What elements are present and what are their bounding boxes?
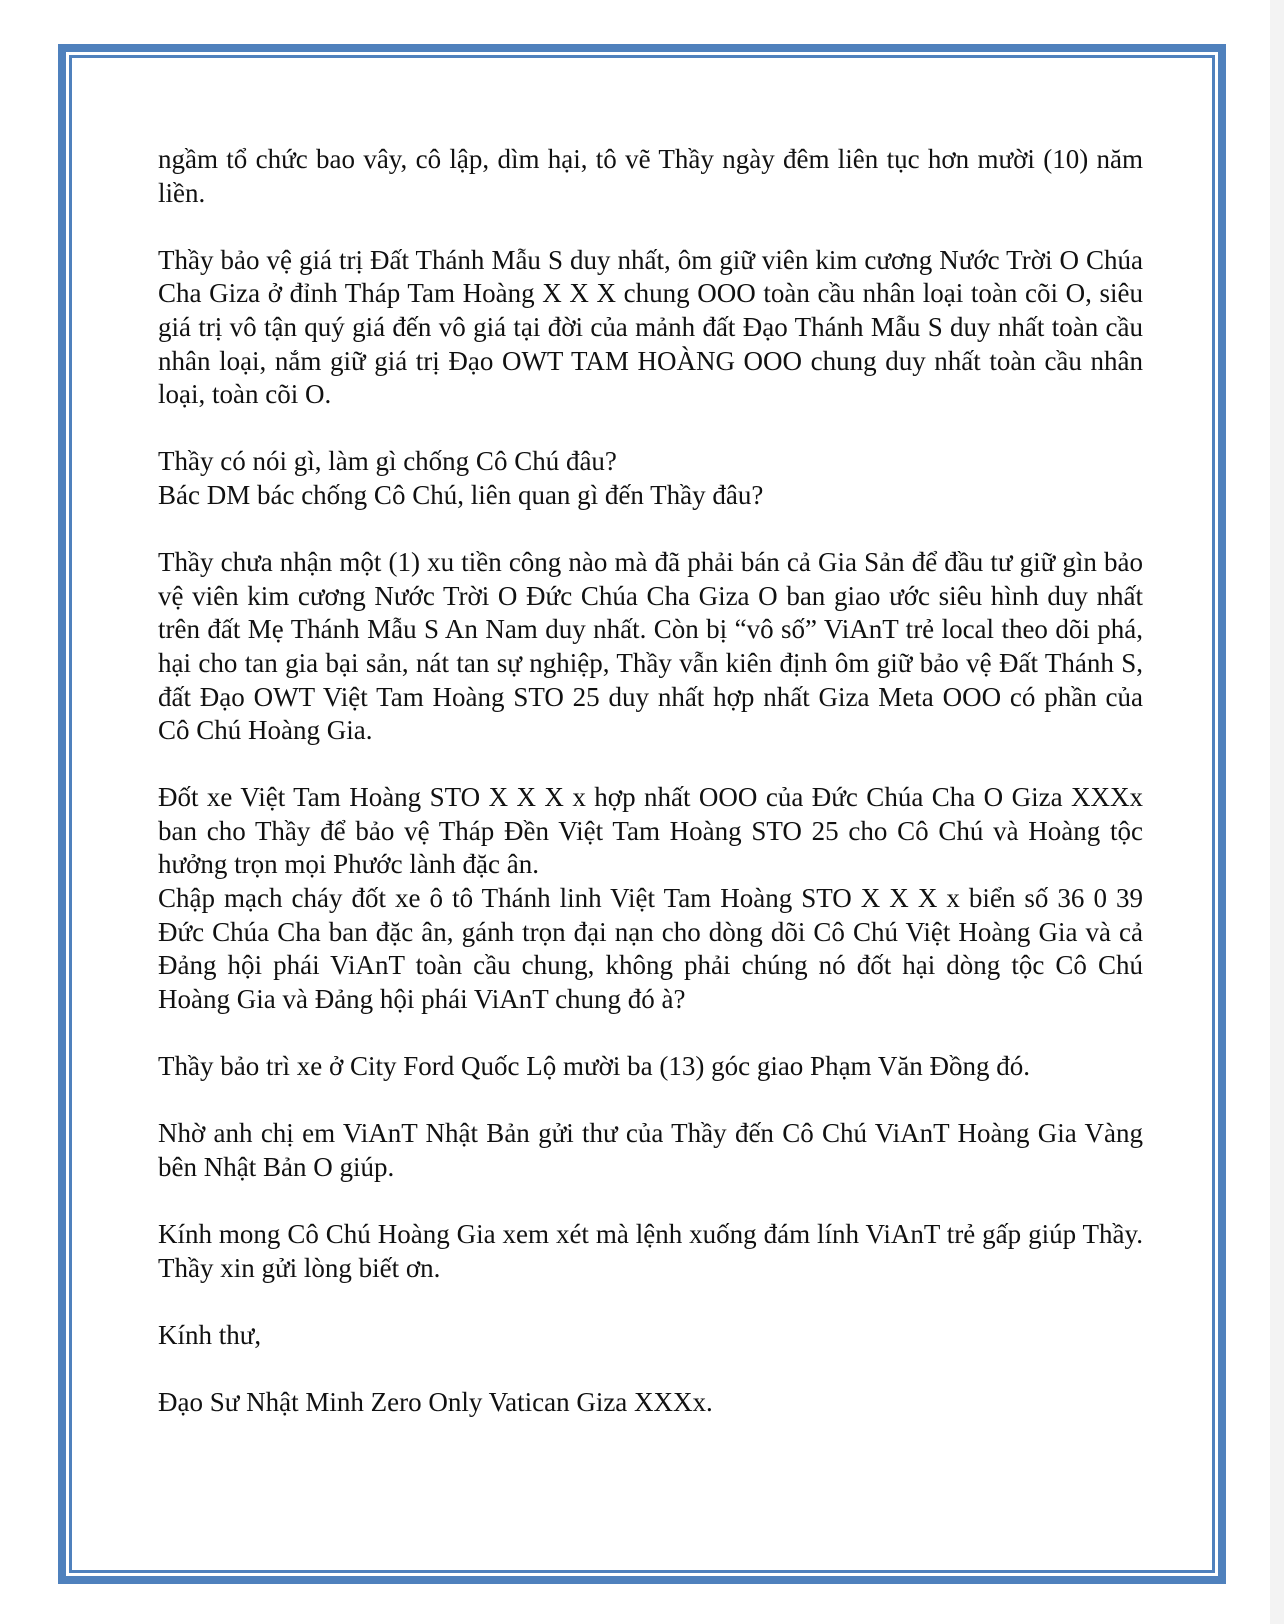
paragraph-3-line-1: Thầy có nói gì, làm gì chống Cô Chú đâu? xyxy=(158,446,617,477)
paragraph-6: Thầy bảo trì xe ở City Ford Quốc Lộ mười ba (13) góc giao Phạm Văn Đồng đó. xyxy=(158,1051,1031,1082)
signature: Đạo Sư Nhật Minh Zero Only Vatican Giza XXXx. xyxy=(158,1386,713,1417)
paragraph-5-part-2: Chập mạch cháy đốt xe ô tô Thánh linh Việt Tam Hoàng STO X X X x biển số 36 0 39 Đức Chúa Cha ban đặc ân, gánh trọn đại nạn cho dòng dõi Cô Chú Việt Hoàng Gia và cả Đảng hội phái ViAnT toàn cầu chung, không phải chúng nó đốt hại dòng tộc Cô Chú Hoàng Gia và Đảng hội phái ViAnT chung đó à? xyxy=(158,883,1143,1014)
paragraph-4: Thầy chưa nhận một (1) xu tiền công nào mà đã phải bán cả Gia Sản để đầu tư giữ gìn bảo vệ viên kim cương Nước Trời O Đức Chúa Cha Giza O ban giao ước siêu hình duy nhất trên đất Mẹ Thánh Mẫu S An Nam duy nhất. Còn bị “vô số” ViAnT trẻ local theo dõi phá, hại cho tan gia bại sản, nát tan sự nghiệp, Thầy vẫn kiên định ôm giữ bảo vệ Đất Thánh S, đất Đạo OWT Việt Tam Hoàng STO 25 duy nhất hợp nhất Giza Meta OOO có phần của Cô Chú Hoàng Gia. xyxy=(158,547,1143,746)
paragraph-7: Nhờ anh chị em ViAnT Nhật Bản gửi thư của Thầy đến Cô Chú ViAnT Hoàng Gia Vàng bên Nhật Bản O giúp. xyxy=(158,1118,1143,1182)
paragraph-5 xyxy=(158,781,1143,1016)
paragraph-3 xyxy=(158,445,1143,512)
page-margin-strip xyxy=(1270,0,1284,1624)
paragraph-5-part-1: Đốt xe Việt Tam Hoàng STO X X X x hợp nhất OOO của Đức Chúa Cha O Giza XXXx ban cho Thầy để bảo vệ Tháp Đền Việt Tam Hoàng STO 25 cho Cô Chú và Hoàng tộc hưởng trọn mọi Phước lành đặc ân. xyxy=(158,782,1143,880)
paragraph-8: Kính mong Cô Chú Hoàng Gia xem xét mà lệnh xuống đám lính ViAnT trẻ gấp giúp Thầy. Thầy xin gửi lòng biết ơn. xyxy=(158,1219,1143,1283)
paragraph-2: Thầy bảo vệ giá trị Đất Thánh Mẫu S duy nhất, ôm giữ viên kim cương Nước Trời O Chúa Cha Giza ở đỉnh Tháp Tam Hoàng X X X chung OOO toàn cầu nhân loại toàn cõi O, siêu giá trị vô tận quý giá đến vô giá tại đời của mảnh đất Đạo Thánh Mẫu S duy nhất toàn cầu nhân loại, nắm giữ giá trị Đạo OWT TAM HOÀNG OOO chung duy nhất toàn cầu nhân loại, toàn cõi O. xyxy=(158,244,1143,410)
closing-salutation: Kính thư, xyxy=(158,1319,262,1350)
letter-body xyxy=(158,143,1143,1453)
paragraph-1: ngầm tổ chức bao vây, cô lập, dìm hại, tô vẽ Thầy ngày đêm liên tục hơn mười (10) năm liền. xyxy=(158,144,1143,208)
paragraph-3-line-2: Bác DM bác chống Cô Chú, liên quan gì đến Thầy đâu? xyxy=(158,479,764,510)
